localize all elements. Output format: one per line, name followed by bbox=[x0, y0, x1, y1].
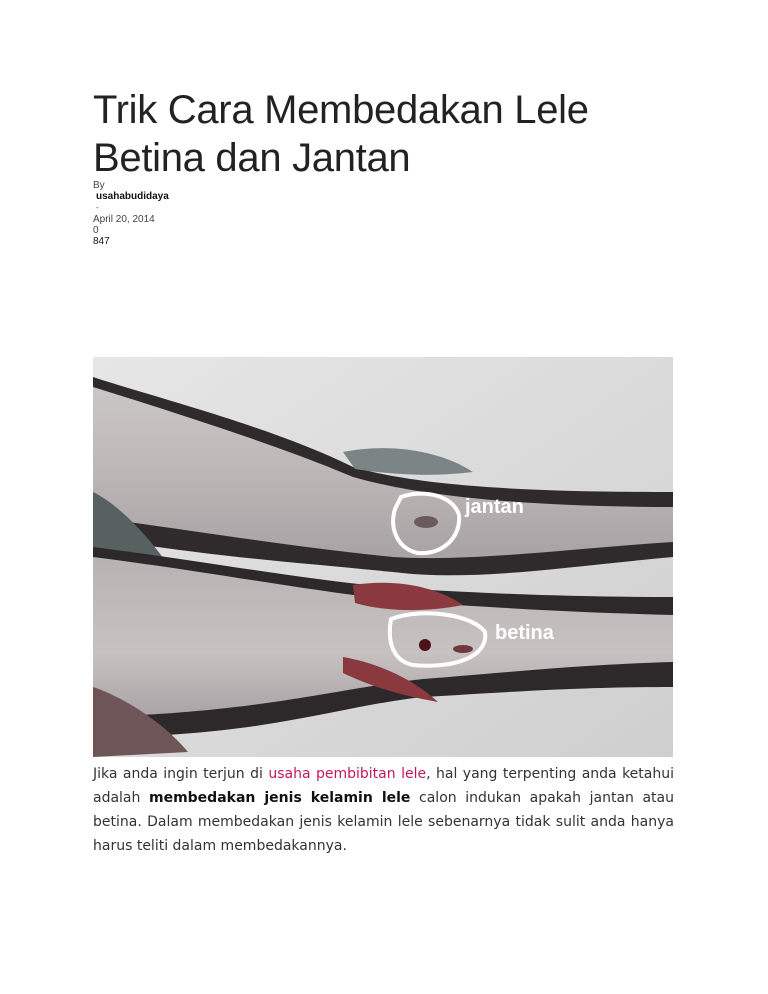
article-title: Trik Cara Membedakan Lele Betina dan Jantan bbox=[93, 88, 589, 180]
author-link[interactable]: usahabudidaya bbox=[96, 191, 169, 202]
publish-date: April 20, 2014 bbox=[93, 214, 155, 225]
paragraph-text-1: Jika anda ingin terjun di bbox=[93, 766, 269, 782]
view-count: 847 bbox=[93, 236, 110, 247]
article-paragraph bbox=[93, 762, 674, 858]
meta-separator: - bbox=[96, 203, 99, 212]
comment-count[interactable]: 0 bbox=[93, 225, 99, 236]
paragraph-text-2: , hal yang terpenting anda ketahui adalah bbox=[93, 766, 674, 806]
article-image bbox=[93, 357, 673, 757]
by-label: By bbox=[93, 180, 105, 191]
label-betina: betina bbox=[495, 622, 554, 644]
paragraph-bold: membedakan jenis kelamin lele bbox=[148, 790, 411, 806]
usaha-pembibitan-link[interactable]: usaha pembibitan lele bbox=[268, 766, 427, 782]
catfish-photo bbox=[93, 357, 673, 757]
paragraph-text-3: calon indukan apakah jantan atau betina. Dalam membedakan jenis kelamin lele sebenarnya tidak sulit anda hanya harus teliti dalam membedakannya. bbox=[93, 790, 675, 854]
label-jantan: jantan bbox=[465, 496, 524, 518]
